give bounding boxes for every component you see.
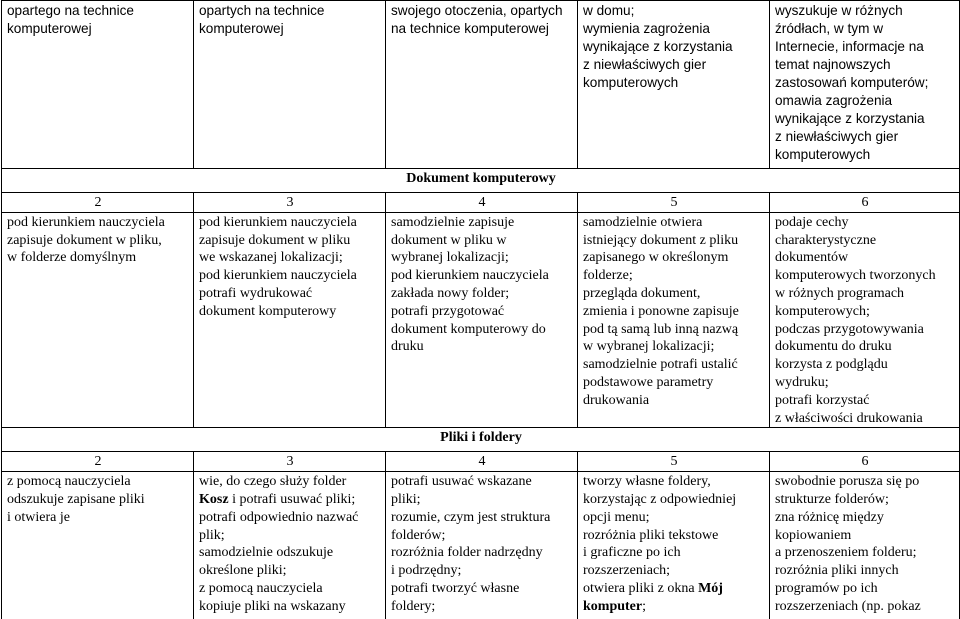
cell-line-rest: i potrafi usuwać pliki;	[228, 491, 356, 507]
cell-line: rozszerzeniach;	[583, 563, 671, 579]
cell-line: wydruku;	[775, 374, 829, 390]
cell-line: potrafi odpowiednio nazwać	[199, 509, 359, 525]
cell-pliki-grade-5	[578, 472, 770, 619]
cell-line: rozróżnia folder nadrzędny	[391, 545, 543, 561]
table-row-pliki	[2, 472, 960, 619]
cell-line: w wybranej lokalizacji;	[583, 339, 715, 355]
cell-line: swojego otoczenia, opartych	[391, 3, 563, 18]
curriculum-table	[1, 0, 960, 619]
cell-pliki-grade-6	[770, 472, 960, 619]
cell-line: komputerowych	[775, 147, 871, 162]
cell-line-pre: otwiera pliki z okna	[583, 580, 699, 596]
section-title-dokument: Dokument komputerowy	[2, 169, 960, 193]
cell-line: rozróżnia pliki tekstowe	[583, 527, 719, 543]
cell-line: określone pliki;	[199, 563, 287, 579]
cell-top-1	[2, 1, 194, 169]
cell-line: w folderze domyślnym	[7, 250, 137, 266]
grade-header: 5	[578, 452, 770, 472]
grade-header: 3	[194, 193, 386, 213]
cell-line: foldery;	[391, 598, 436, 614]
cell-line: samodzielnie otwiera	[583, 214, 703, 230]
cell-line: zakłada nowy folder;	[391, 285, 510, 301]
cell-line: dokument komputerowy	[199, 303, 337, 319]
cell-lines-group	[199, 509, 381, 616]
cell-line: samodzielnie odszukuje	[199, 545, 334, 561]
bold-term-kosz: Kosz	[199, 491, 229, 507]
cell-line: dokument w pliku w	[391, 232, 507, 248]
section-title-row	[2, 428, 960, 452]
cell-pliki-grade-4	[386, 472, 578, 619]
cell-line: we wskazanej lokalizacji;	[199, 250, 343, 266]
cell-line: wynikające z korzystania	[775, 111, 925, 126]
cell-pliki-grade-3	[194, 472, 386, 619]
cell-line: komputerowych tworzonych	[775, 268, 936, 284]
cell-line: dokument komputerowy do	[391, 321, 546, 337]
grade-header: 5	[578, 193, 770, 213]
cell-line: korzystając z odpowiedniej	[583, 491, 737, 507]
cell-line: rozumie, czym jest struktura	[391, 509, 551, 525]
cell-line: pod kierunkiem nauczyciela	[199, 268, 357, 284]
cell-line: rozszerzeniach (np. pokaz	[775, 598, 921, 614]
cell-line: drukowania	[583, 392, 650, 408]
cell-dokument-grade-2	[2, 212, 194, 428]
cell-line: i graficzne po ich	[583, 545, 681, 561]
cell-line: folderze;	[583, 268, 633, 284]
cell-line: zapisanego w określonym	[583, 250, 729, 266]
grade-header: 6	[770, 452, 960, 472]
bold-term-moj: Mój	[698, 580, 723, 596]
cell-line: na technice komputerowej	[391, 21, 549, 36]
cell-top-3	[386, 1, 578, 169]
cell-line	[583, 580, 765, 598]
cell-line: komputerowej	[199, 21, 284, 36]
cell-line: podstawowe parametry	[583, 374, 714, 390]
grade-header: 4	[386, 193, 578, 213]
cell-line: temat najnowszych	[775, 57, 891, 72]
cell-line: dokumentów	[775, 250, 849, 266]
grade-header: 2	[2, 452, 194, 472]
cell-line: z właściwości drukowania	[775, 410, 923, 426]
cell-line: z pomocą nauczyciela	[199, 580, 323, 596]
cell-line: a przenoszeniem folderu;	[775, 545, 917, 561]
cell-line: w domu;	[583, 3, 635, 18]
cell-line: pod kierunkiem nauczyciela	[199, 214, 357, 230]
cell-line: strukturze folderów;	[775, 491, 889, 507]
section-title-row	[2, 169, 960, 193]
cell-top-4	[578, 1, 770, 169]
cell-dokument-grade-3	[194, 212, 386, 428]
cell-pliki-grade-2	[2, 472, 194, 619]
bold-term-komputer: komputer	[583, 598, 643, 614]
cell-line: potrafi usuwać wskazane	[391, 474, 532, 490]
cell-line: korzysta z podglądu	[775, 357, 888, 373]
cell-line: i podrzędny;	[391, 563, 462, 579]
grade-header: 6	[770, 193, 960, 213]
grade-header: 3	[194, 452, 386, 472]
cell-top-5	[770, 1, 960, 169]
cell-line: komputerowych;	[775, 303, 870, 319]
cell-line: z niewłaściwych gier	[583, 57, 707, 72]
cell-line-post: ;	[642, 598, 647, 614]
cell-line: samodzielnie potrafi ustalić	[583, 357, 738, 373]
cell-line: opartego na technice	[7, 3, 134, 18]
cell-line: komputerowej	[7, 21, 92, 36]
cell-line: potrafi wydrukować	[199, 285, 313, 301]
cell-line: źródłach, w tym w	[775, 21, 884, 36]
cell-line: w różnych programach	[775, 285, 905, 301]
cell-line: zapisuje dokument w pliku	[199, 232, 351, 248]
cell-dokument-grade-6	[770, 212, 960, 428]
grade-header: 2	[2, 193, 194, 213]
cell-line: potrafi korzystać	[775, 392, 870, 408]
table-row-top	[2, 1, 960, 169]
cell-line: kopiuje pliki na wskazany	[199, 598, 346, 614]
cell-line: programów po ich	[775, 580, 878, 596]
cell-dokument-grade-4	[386, 212, 578, 428]
cell-line: z niewłaściwych gier	[775, 129, 899, 144]
cell-line: samodzielnie zapisuje	[391, 214, 515, 230]
cell-line: wymienia zagrożenia	[583, 21, 710, 36]
cell-line: wie, do czego służy folder	[199, 474, 347, 490]
cell-line: pod kierunkiem nauczyciela	[391, 268, 549, 284]
cell-line: pod tą samą lub inną nazwą	[583, 321, 739, 337]
cell-line: wyszukuje w różnych	[775, 3, 903, 18]
cell-line	[583, 598, 765, 616]
cell-line: omawia zagrożenia	[775, 93, 893, 108]
cell-line: zmienia i ponowne zapisuje	[583, 303, 739, 319]
cell-line: plik;	[199, 527, 225, 543]
cell-line: komputerowych	[583, 75, 679, 90]
cell-line: charakterystyczne	[775, 232, 877, 248]
cell-line: potrafi tworzyć własne	[391, 580, 520, 596]
grade-header: 4	[386, 452, 578, 472]
cell-line: podczas przygotowywania	[775, 321, 924, 337]
cell-line: swobodnie porusza się po	[775, 474, 920, 490]
cell-line: zapisuje dokument w pliku,	[7, 232, 162, 248]
cell-line: Internecie, informacje na	[775, 39, 924, 54]
cell-top-2	[194, 1, 386, 169]
cell-lines-group	[583, 473, 765, 580]
section-title-pliki: Pliki i foldery	[2, 428, 960, 452]
table-row-dokument	[2, 212, 960, 428]
grade-header-row	[2, 452, 960, 472]
cell-line: wynikające z korzystania	[583, 39, 733, 54]
grade-header-row	[2, 193, 960, 213]
cell-line: pod kierunkiem nauczyciela	[7, 214, 165, 230]
cell-line: druku	[391, 339, 424, 355]
cell-line: opartych na technice	[199, 3, 325, 18]
cell-dokument-grade-5	[578, 212, 770, 428]
cell-line: zastosowań komputerów;	[775, 75, 929, 90]
cell-line: wybranej lokalizacji;	[391, 250, 509, 266]
cell-line: przegląda dokument,	[583, 285, 701, 301]
cell-line: istniejący dokument z pliku	[583, 232, 739, 248]
cell-line	[199, 491, 381, 509]
cell-line: z pomocą nauczyciela	[7, 474, 131, 490]
cell-line: dokumentu do druku	[775, 339, 892, 355]
cell-line: opcji menu;	[583, 509, 650, 525]
cell-line: folderów;	[391, 527, 446, 543]
cell-line: odszukuje zapisane pliki	[7, 491, 145, 507]
cell-line: tworzy własne foldery,	[583, 474, 711, 490]
cell-line: rozróżnia pliki innych	[775, 563, 899, 579]
cell-line: potrafi przygotować	[391, 303, 505, 319]
cell-line: zna różnicę między	[775, 509, 884, 525]
cell-line: i otwiera je	[7, 509, 70, 525]
cell-line: kopiowaniem	[775, 527, 852, 543]
cell-line: podaje cechy	[775, 214, 849, 230]
cell-line: pliki;	[391, 491, 421, 507]
